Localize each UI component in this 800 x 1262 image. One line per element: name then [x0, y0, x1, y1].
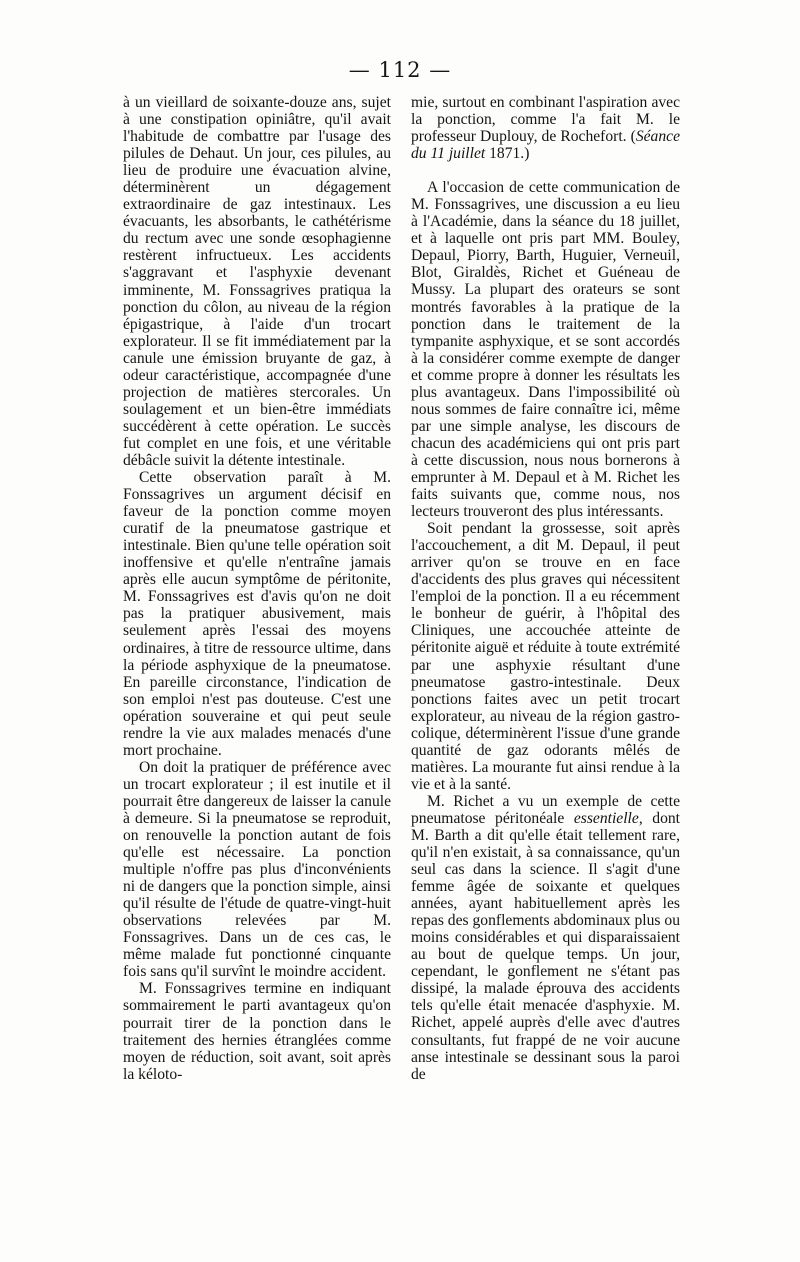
paragraph: A l'occasion de cette communication de M. Fonssagrives, une discussion a eu lieu à l'Académie, dans la séance du 18 juillet, et à laquelle ont pris part MM. Bouley, Depaul, Piorry, Barth, Huguier, Verneuil, Blot, Giraldès, Richet et Guéneau de Mussy. La plupart des orateurs se sont montrés favorables à la pratique de la ponction dans le traitement de la tympanite asphyxique, et se sont accordés à la considérer comme exempte de danger et comme propre à donner les résultats les plus avantageux. Dans l'impossibilité où nous sommes de faire connaître ici, même par une simple analyse, les discours de chacun des académiciens qui ont pris part à cette discussion, nous nous bornerons à emprunter à M. Depaul et à M. Richet les faits suivants que, comme nous, nos lecteurs trouveront des plus intéressants. — [411, 179, 680, 521]
text-run: 1871.) — [485, 145, 530, 163]
paragraph-continuation — [411, 94, 680, 162]
paragraph — [411, 793, 680, 1083]
text-run: M. Richet a vu un exemple de cette pneumatose péritonéale — [411, 792, 680, 827]
right-column — [411, 94, 680, 1083]
page-number: — 112 — — [348, 58, 452, 82]
italic-term: essentielle — [573, 809, 639, 827]
paragraph: Soit pendant la grossesse, soit après l'accouchement, a dit M. Depaul, il peut arriver qu'on se trouve en en face d'accidents des plus graves qui nécessitent l'emploi de la ponction. Il a eu récemment le bonheur de guérir, à l'hôpital des Cliniques, une accouchée atteinte de péritonite aiguë et réduite à toute extrémité par une asphyxie résultant d'une pneumatose gastro-intestinale. Deux ponctions faites avec un petit trocart explorateur, au niveau de la région gastro-colique, déterminèrent l'issue d'une grande quantité de gaz odorants mêlés de matières. La mourante fut ainsi rendue à la vie et à la santé. — [411, 520, 680, 793]
paragraph: à un vieillard de soixante-douze ans, sujet à une constipation opiniâtre, qu'il avait l'habitude de combattre par l'usage des pilules de Dehaut. Un jour, ces pilules, au lieu de produire une évacuation alvine, déterminèrent un dégagement extraordinaire de gaz intestinaux. Les évacuants, les absorbants, le cathétérisme du rectum avec une sonde œsophagienne restèrent infructueux. Les accidents s'aggravant et l'asphyxie devenant imminente, M. Fonssagrives pratiqua la ponction du côlon, au niveau de la région épigastrique, à l'aide d'un trocart explorateur. Il se fit immédiatement par la canule une émission bruyante de gaz, à odeur caractéristique, accompagnée d'une projection de matières stercorales. Un soulagement et un bien-être immédiats succédèrent à cette opération. Le succès fut complet en une fois, et une véritable débâcle suivit la détente intestinale. — [123, 94, 391, 469]
text-run: mie, surtout en combinant l'aspiration avec la ponction, comme l'a fait M. le professeur Duplouy, de Rochefort. ( — [411, 94, 680, 146]
paragraph: Cette observation paraît à M. Fonssagrives un argument décisif en faveur de la ponction comme moyen curatif de la pneumatose gastrique et intestinale. Bien qu'une telle opération soit inoffensive et qu'elle n'entraîne jamais après elle aucun symptôme de péritonite, M. Fonssagrives est d'avis qu'on ne doit pas la pratiquer abusivement, mais seulement après l'essai des moyens ordinaires, à titre de ressource ultime, dans la période asphyxique de la pneumatose. En pareille circonstance, l'indication de son emploi n'est pas douteuse. C'est une opération souveraine et qui peut seule rendre la vie aux malades menacés d'une mort prochaine. — [123, 469, 391, 759]
paragraph: M. Fonssagrives termine en indiquant sommairement le parti avantageux qu'on pourrait tirer de la ponction dans le traitement des hernies étranglées comme moyen de réduction, soit avant, soit après la kéloto- — [123, 980, 391, 1083]
paragraph: On doit la pratiquer de préférence avec un trocart explorateur ; il est inutile et il pourrait être dangereux de laisser la canule à demeure. Si la pneumatose se reproduit, on renouvelle la ponction autant de fois qu'elle est nécessaire. La ponction multiple n'offre pas plus d'inconvénients ni de dangers que la ponction simple, ainsi qu'il résulte de l'étude de quatre-vingt-huit observations relevées par M. Fonssagrives. Dans un de ces cas, le même malade fut ponctionné cinquante fois sans qu'il survînt le moindre accident. — [123, 758, 391, 981]
session-date-italic: Séance du 11 juillet — [411, 128, 680, 163]
left-column — [123, 94, 391, 1083]
text-run: , dont M. Barth a dit qu'elle était tellement rare, qu'il n'en existait, à sa connaissance, qu'un seul cas dans la science. Il s'agit d'une femme âgée de soixante et quelques années, ayant habituellement après les repas des gonflements abdominaux plus ou moins considérables et qui disparaissaient au bout de quelque temps. Un jour, cependant, le gonflement ne s'étant pas dissipé, la malade éprouva des accidents tels qu'elle était menacée d'asphyxie. M. Richet, appelé auprès d'elle avec d'autres consultants, fut frappé de ne voir aucune anse intestinale se dessinant sous la paroi de — [411, 809, 680, 1083]
